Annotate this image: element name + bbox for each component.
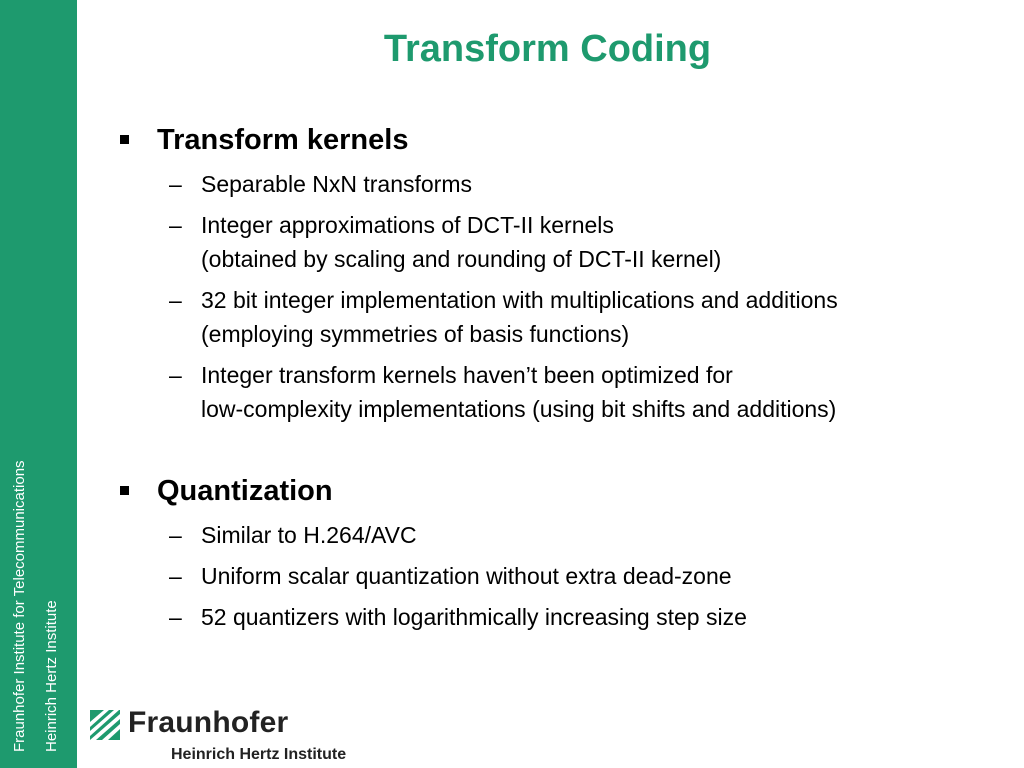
list-item [116, 283, 1006, 351]
list-item-text: 52 quantizers with logarithmically increasing step size [201, 604, 747, 630]
list-item-text: Uniform scalar quantization without extra dead-zone [201, 563, 732, 589]
list-item [116, 559, 1006, 593]
list-item-text: 32 bit integer implementation with multiplications and additions [201, 287, 838, 313]
square-bullet-icon [120, 135, 129, 144]
fraunhofer-logo [90, 708, 350, 766]
list-item [116, 600, 1006, 634]
list-item [116, 358, 1006, 426]
list-item [116, 518, 1006, 552]
section-heading [116, 120, 1006, 160]
sidebar-band [0, 0, 77, 768]
list-item [116, 167, 1006, 201]
dash-bullet-icon: – [169, 604, 182, 630]
section-transform-kernels [116, 120, 1006, 426]
square-bullet-icon [120, 486, 129, 495]
logo-subtitle: Heinrich Hertz Institute [171, 746, 347, 763]
slide-content [116, 120, 1006, 634]
list-item-text: Similar to H.264/AVC [201, 522, 417, 548]
section-heading [116, 471, 1006, 511]
list-item-text: Integer approximations of DCT-II kernels [201, 212, 614, 238]
fraunhofer-logo-mark-icon [90, 710, 120, 740]
list-item-text-continued: (employing symmetries of basis functions) [201, 321, 630, 347]
section-quantization [116, 471, 1006, 634]
logo-wordmark: Fraunhofer [128, 706, 289, 739]
dash-bullet-icon: – [169, 171, 182, 197]
list-item-text: Integer transform kernels haven’t been optimized for [201, 362, 733, 388]
list-item-text-continued: low-complexity implementations (using bit shifts and additions) [201, 396, 837, 422]
section-heading-text: Quantization [157, 475, 333, 507]
list-item [116, 208, 1006, 276]
slide-title: Transform Coding [383, 28, 712, 70]
section-heading-text: Transform kernels [157, 124, 409, 156]
sidebar-institute-name: Fraunhofer Institute for Telecommunications [11, 460, 28, 752]
dash-bullet-icon: – [169, 522, 182, 548]
dash-bullet-icon: – [169, 287, 182, 313]
list-item-text-continued: (obtained by scaling and rounding of DCT-II kernel) [201, 246, 722, 272]
sidebar-institute-subname: Heinrich Hertz Institute [43, 600, 60, 752]
dash-bullet-icon: – [169, 362, 182, 388]
dash-bullet-icon: – [169, 212, 182, 238]
dash-bullet-icon: – [169, 563, 182, 589]
list-item-text: Separable NxN transforms [201, 171, 472, 197]
